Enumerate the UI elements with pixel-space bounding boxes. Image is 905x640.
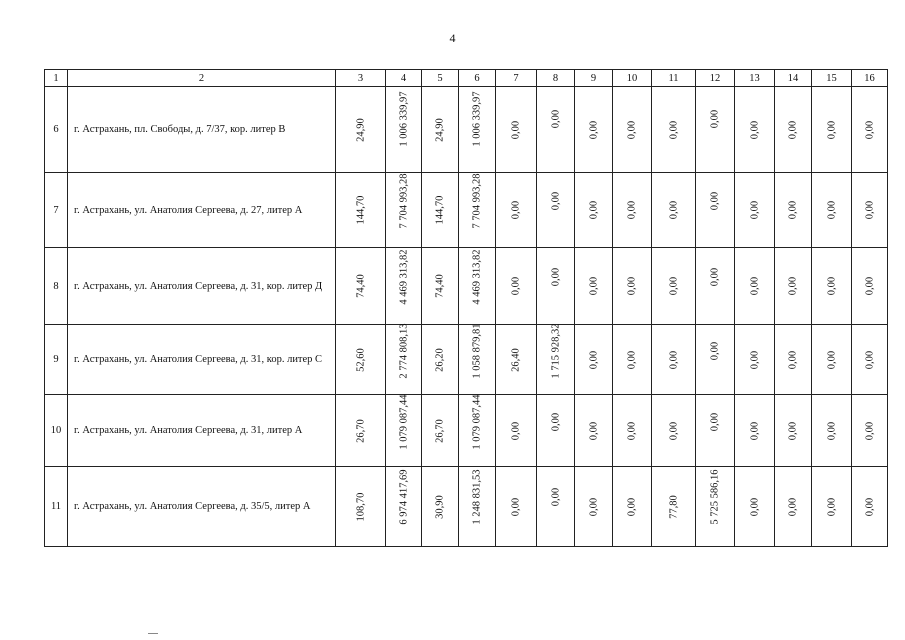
value-cell: [652, 87, 696, 173]
cell-value: 0,00: [588, 497, 599, 516]
value-cell: [852, 248, 888, 325]
column-header: 1: [45, 70, 68, 87]
cell-value: 0,00: [550, 191, 561, 211]
value-cell: [696, 325, 735, 395]
table-row: [45, 87, 888, 173]
value-cell: [422, 87, 459, 173]
value-cell: [852, 325, 888, 395]
cell-value: 0,00: [749, 200, 760, 220]
value-cell: [459, 467, 496, 547]
value-cell: [812, 87, 852, 173]
column-header: 6: [459, 70, 496, 87]
column-header: 13: [735, 70, 775, 87]
table-row: [45, 325, 888, 395]
value-cell: [775, 325, 812, 395]
value-cell: [735, 173, 775, 248]
column-header: 10: [613, 70, 652, 87]
value-cell: [575, 325, 613, 395]
value-cell: [652, 467, 696, 547]
cell-value: 108,70: [355, 492, 366, 521]
cell-value: 0,00: [668, 120, 679, 139]
cell-value: 0,00: [749, 421, 760, 440]
value-cell: [852, 173, 888, 248]
table-row: [45, 395, 888, 467]
cell-value: 1 006 339,97: [398, 91, 409, 147]
cell-value: 1 079 087,44: [471, 394, 483, 450]
value-cell: [613, 87, 652, 173]
value-cell: [422, 248, 459, 325]
column-header: 15: [812, 70, 852, 87]
cell-value: 7 704 993,28: [398, 173, 409, 229]
cell-value: 30,90: [434, 494, 446, 519]
value-cell: [735, 395, 775, 467]
cell-value: 26,40: [510, 347, 522, 372]
value-cell: [422, 173, 459, 248]
value-cell: [812, 395, 852, 467]
column-header: 8: [537, 70, 575, 87]
value-cell: [613, 248, 652, 325]
cell-value: 1 715 928,32: [550, 323, 561, 379]
cell-value: 0,00: [588, 350, 599, 369]
cell-value: 0,00: [668, 350, 679, 369]
value-cell: [613, 395, 652, 467]
data-table: [44, 69, 888, 547]
row-number: 11: [45, 467, 68, 547]
cell-value: 0,00: [626, 276, 638, 296]
value-cell: [652, 325, 696, 395]
cell-value: 0,00: [626, 497, 638, 516]
column-header: 9: [575, 70, 613, 87]
value-cell: [775, 87, 812, 173]
value-cell: [496, 173, 537, 248]
cell-value: 0,00: [668, 200, 679, 220]
value-cell: [336, 87, 386, 173]
value-cell: [735, 248, 775, 325]
address-cell: г. Астрахань, пл. Свободы, д. 7/37, кор. литер В: [68, 87, 336, 173]
value-cell: [775, 173, 812, 248]
value-cell: [459, 248, 496, 325]
value-cell: [336, 248, 386, 325]
value-cell: [575, 467, 613, 547]
cell-value: 2 774 808,13: [398, 323, 409, 379]
cell-value: 6 974 417,69: [398, 469, 409, 525]
value-cell: [812, 248, 852, 325]
value-cell: [459, 395, 496, 467]
cell-value: 0,00: [826, 200, 837, 220]
cell-value: 0,00: [626, 421, 638, 440]
value-cell: [696, 467, 735, 547]
value-cell: [537, 467, 575, 547]
cell-value: 1 058 879,81: [471, 323, 483, 379]
value-cell: [386, 467, 422, 547]
cell-value: 0,00: [588, 276, 599, 296]
cell-value: 0,00: [826, 421, 837, 440]
value-cell: [386, 325, 422, 395]
column-header: 5: [422, 70, 459, 87]
table-row: [45, 467, 888, 547]
cell-value: 77,80: [668, 494, 679, 519]
cell-value: 0,00: [709, 191, 721, 211]
cell-value: 0,00: [709, 267, 721, 287]
value-cell: [496, 325, 537, 395]
cell-value: 0,00: [864, 421, 875, 440]
cell-value: 0,00: [626, 120, 638, 139]
column-header: 4: [386, 70, 422, 87]
cell-value: 24,90: [355, 117, 366, 142]
row-number: 6: [45, 87, 68, 173]
address-cell: г. Астрахань, ул. Анатолия Сергеева, д. 31, кор. литер Д: [68, 248, 336, 325]
cell-value: 0,00: [588, 421, 599, 440]
value-cell: [336, 467, 386, 547]
cell-value: 0,00: [626, 350, 638, 369]
value-cell: [386, 248, 422, 325]
cell-value: 0,00: [864, 497, 875, 516]
value-cell: [696, 395, 735, 467]
value-cell: [496, 395, 537, 467]
cell-value: 4 469 313,82: [471, 249, 483, 305]
cell-value: 1 006 339,97: [471, 91, 483, 147]
value-cell: [459, 173, 496, 248]
column-header: 11: [652, 70, 696, 87]
cell-value: 52,60: [355, 347, 366, 372]
row-number: 9: [45, 325, 68, 395]
value-cell: [812, 467, 852, 547]
value-cell: [613, 173, 652, 248]
address-cell: г. Астрахань, ул. Анатолия Сергеева, д. 35/5, литер А: [68, 467, 336, 547]
value-cell: [496, 87, 537, 173]
value-cell: [613, 467, 652, 547]
cell-value: 1 079 087,44: [398, 394, 409, 450]
cell-value: 26,20: [434, 347, 446, 372]
value-cell: [386, 395, 422, 467]
cell-value: 0,00: [826, 497, 837, 516]
cell-value: 0,00: [510, 421, 522, 440]
cell-value: 0,00: [826, 350, 837, 369]
value-cell: [696, 173, 735, 248]
cell-value: 0,00: [550, 487, 561, 507]
cell-value: 0,00: [864, 276, 875, 296]
value-cell: [386, 173, 422, 248]
column-header: 2: [68, 70, 336, 87]
table-row: [45, 173, 888, 248]
value-cell: [852, 467, 888, 547]
cell-value: 0,00: [709, 110, 721, 129]
cell-value: 0,00: [588, 200, 599, 220]
value-cell: [422, 395, 459, 467]
cell-value: 0,00: [550, 110, 561, 129]
cell-value: 7 704 993,28: [471, 173, 483, 229]
value-cell: [696, 87, 735, 173]
cell-value: 5 725 586,16: [709, 469, 721, 525]
cell-value: 0,00: [749, 120, 760, 139]
value-cell: [537, 173, 575, 248]
value-cell: [735, 467, 775, 547]
row-number: 10: [45, 395, 68, 467]
cell-value: 0,00: [787, 497, 799, 516]
value-cell: [812, 325, 852, 395]
value-cell: [537, 87, 575, 173]
value-cell: [575, 173, 613, 248]
cell-value: 0,00: [668, 276, 679, 296]
cell-value: 0,00: [864, 350, 875, 369]
page-number: 4: [449, 31, 456, 45]
value-cell: [613, 325, 652, 395]
value-cell: [735, 87, 775, 173]
cell-value: 0,00: [588, 120, 599, 139]
value-cell: [652, 173, 696, 248]
cell-value: 24,90: [434, 117, 446, 142]
value-cell: [575, 87, 613, 173]
value-cell: [537, 248, 575, 325]
table-row: [45, 248, 888, 325]
value-cell: [852, 395, 888, 467]
address-cell: г. Астрахань, ул. Анатолия Сергеева, д. 27, литер А: [68, 173, 336, 248]
cell-value: 74,40: [355, 274, 366, 298]
value-cell: [459, 87, 496, 173]
cell-value: 0,00: [864, 200, 875, 220]
cell-value: 0,00: [510, 497, 522, 516]
cell-value: 0,00: [510, 200, 522, 220]
value-cell: [496, 467, 537, 547]
value-cell: [336, 325, 386, 395]
cell-value: 0,00: [787, 350, 799, 369]
cell-value: 0,00: [709, 412, 721, 432]
value-cell: [735, 325, 775, 395]
cell-value: 0,00: [826, 276, 837, 296]
row-number: 7: [45, 173, 68, 248]
value-cell: [496, 248, 537, 325]
value-cell: [775, 395, 812, 467]
cell-value: 0,00: [749, 350, 760, 369]
column-header: 3: [336, 70, 386, 87]
column-header: 16: [852, 70, 888, 87]
cell-value: 1 248 831,53: [471, 469, 483, 525]
cell-value: 0,00: [787, 120, 799, 139]
cell-value: 0,00: [510, 276, 522, 296]
value-cell: [652, 248, 696, 325]
cell-value: 0,00: [787, 200, 799, 220]
value-cell: [537, 395, 575, 467]
value-cell: [696, 248, 735, 325]
cell-value: 144,70: [355, 195, 366, 225]
value-cell: [336, 173, 386, 248]
address-cell: г. Астрахань, ул. Анатолия Сергеева, д. 31, литер А: [68, 395, 336, 467]
cell-value: 0,00: [787, 421, 799, 440]
value-cell: [422, 467, 459, 547]
value-cell: [575, 395, 613, 467]
value-cell: [852, 87, 888, 173]
cell-value: 0,00: [550, 412, 561, 432]
value-cell: [386, 87, 422, 173]
cell-value: 0,00: [668, 421, 679, 440]
cell-value: 74,40: [434, 274, 446, 298]
cell-value: 0,00: [749, 497, 760, 516]
cell-value: 0,00: [550, 267, 561, 287]
cell-value: 0,00: [626, 200, 638, 220]
cell-value: 0,00: [864, 120, 875, 139]
value-cell: [575, 248, 613, 325]
address-cell: г. Астрахань, ул. Анатолия Сергеева, д. 31, кор. литер С: [68, 325, 336, 395]
cell-value: 0,00: [749, 276, 760, 296]
row-number: 8: [45, 248, 68, 325]
value-cell: [775, 467, 812, 547]
scan-mark: [148, 633, 158, 635]
cell-value: 26,70: [434, 418, 446, 443]
value-cell: [422, 325, 459, 395]
cell-value: 0,00: [826, 120, 837, 139]
header-row: [45, 70, 888, 87]
column-header: 7: [496, 70, 537, 87]
value-cell: [336, 395, 386, 467]
value-cell: [537, 325, 575, 395]
value-cell: [812, 173, 852, 248]
column-header: 14: [775, 70, 812, 87]
column-header: 12: [696, 70, 735, 87]
value-cell: [775, 248, 812, 325]
cell-value: 0,00: [709, 342, 721, 361]
cell-value: 144,70: [434, 195, 446, 225]
cell-value: 0,00: [787, 276, 799, 296]
value-cell: [459, 325, 496, 395]
value-cell: [652, 395, 696, 467]
cell-value: 4 469 313,82: [398, 249, 409, 305]
cell-value: 26,70: [355, 418, 366, 443]
cell-value: 0,00: [510, 120, 522, 139]
